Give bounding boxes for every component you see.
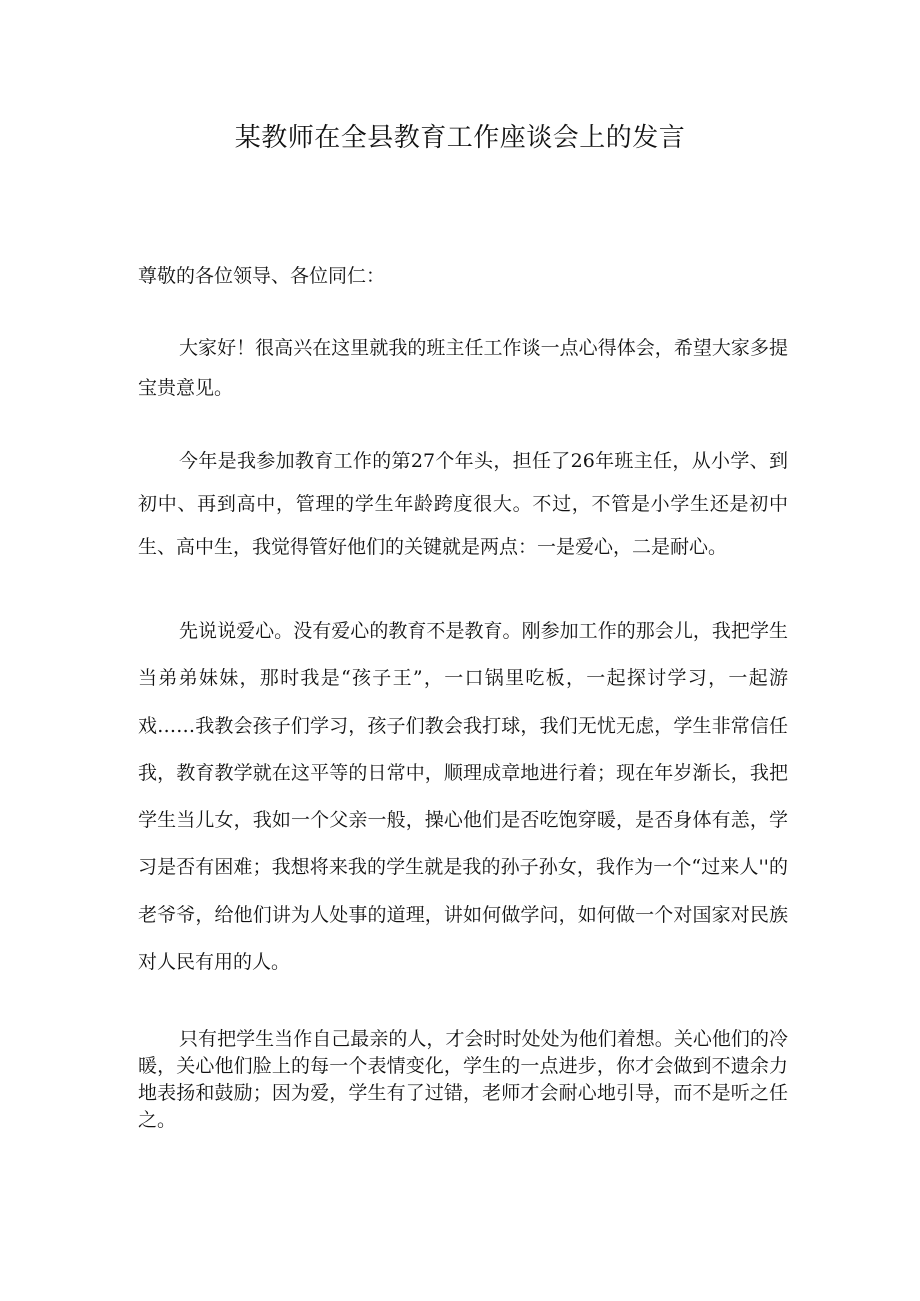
- greeting: 尊敬的各位领导、各位同仁：: [138, 265, 386, 287]
- paragraph-3: 先说说爱心。没有爱心的教育不是教育。刚参加工作的那会儿，我把学生当弟弟妹妹，那时我是“孩子王”，一口锅里吃板，一起探讨学习，一起游戏……我教会孩子们学习，孩子们教会我打球，我们无忧无虑，学生非常信任我，教育教学就在这平等的日常中，顺理成章地进行着；现在年岁渐长，我把学生当儿女，我如一个父亲一般，操心他们是否吃饱穿暖，是否身体有恙，学习是否有困难；我想将来我的学生就是我的孙子孙女，我作为一个“过来人''的老爷爷，给他们讲为人处事的道理，讲如何做学问，如何做一个对国家对民族对人民有用的人。: [138, 620, 788, 974]
- paragraph-4: 只有把学生当作自己最亲的人，才会时时处处为他们着想。关心他们的冷暖，关心他们脸上的每一个表情变化，学生的一点进步，你才会做到不遗余力地表扬和鼓励；因为爱，学生有了过错，老师才会耐心地引导，而不是听之任之。: [138, 1028, 788, 1131]
- paragraph-1: 大家好！很高兴在这里就我的班主任工作谈一点心得体会，希望大家多提宝贵意见。: [138, 337, 788, 399]
- document-title: 某教师在全县教育工作座谈会上的发言: [234, 123, 686, 153]
- paragraph-2: 今年是我参加教育工作的第27个年头，担任了26年班主任，从小学、到初中、再到高中，管理的学生年龄跨度很大。不过，不管是小学生还是初中生、高中生，我觉得管好他们的关键就是两点：一是爱心，二是耐心。: [138, 450, 788, 558]
